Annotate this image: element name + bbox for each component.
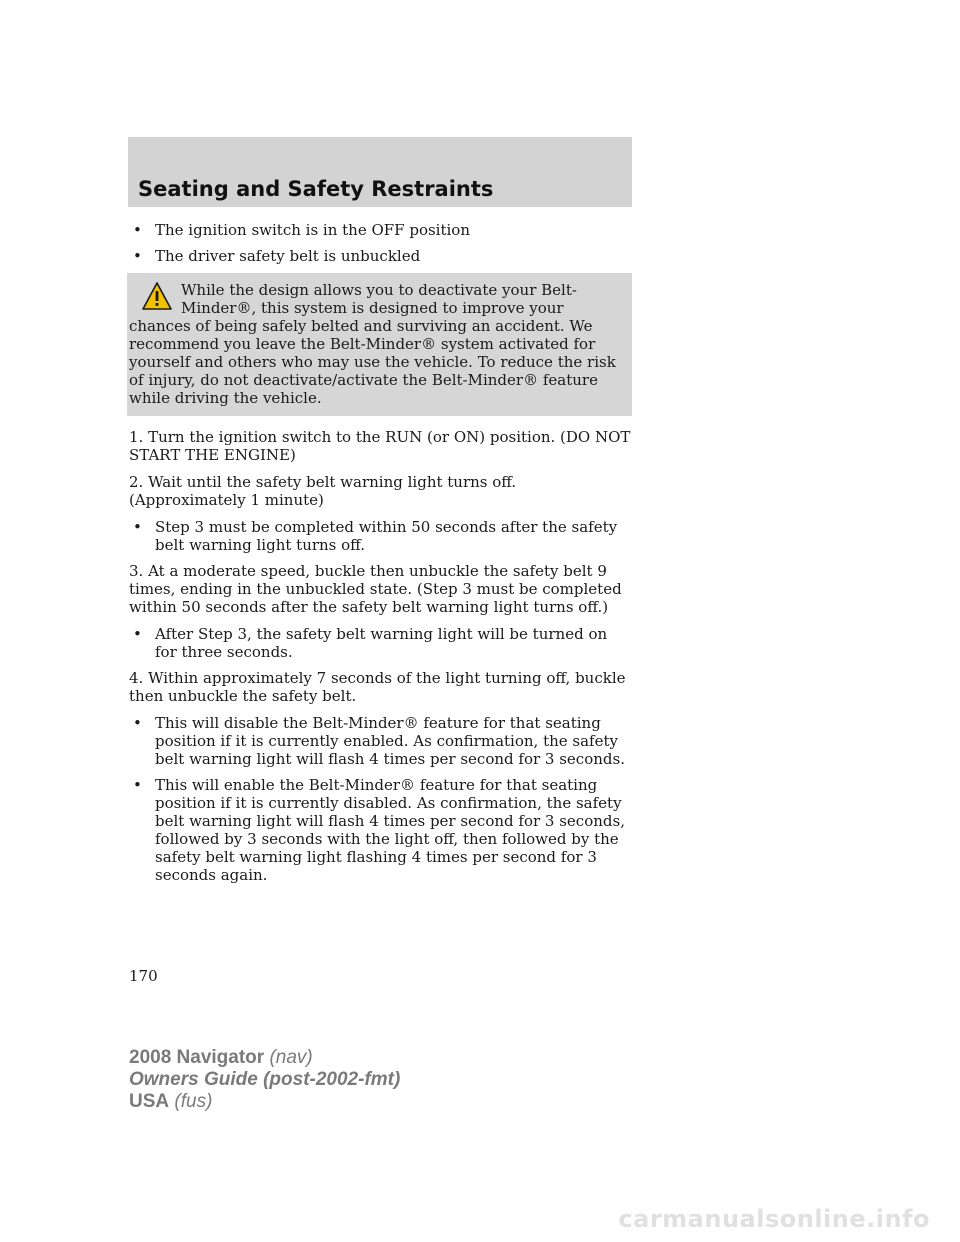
bullet-glyph: • [133, 221, 142, 239]
footer-line-3 [129, 1091, 400, 1113]
warning-box [127, 273, 632, 416]
list-item [129, 714, 632, 768]
step-1: 1. Turn the ignition switch to the RUN (or ON) position. (DO NOT START THE ENGINE) [129, 428, 631, 464]
footer-market: USA [129, 1091, 170, 1112]
bullet-glyph: • [133, 518, 142, 536]
footer-market-code: (fus) [174, 1091, 213, 1112]
bullet-text: Step 3 must be completed within 50 seconds after the safety belt warning light turns off. [155, 518, 618, 554]
footer-model: 2008 Navigator [129, 1047, 265, 1068]
page-number: 170 [129, 967, 158, 985]
list-item [129, 247, 632, 265]
bullet-glyph: • [133, 776, 142, 794]
page-content [129, 221, 632, 892]
bullet-text: This will enable the Belt-Minder® feature for that seating position if it is currently disabled. As confirmation, the safety belt warning light will flash 4 times per second for 3 seconds, followed by 3 seconds with the light off, then followed by the safety belt warning light flashing 4 times per second for 3 seconds again. [155, 776, 625, 884]
bullet-text: After Step 3, the safety belt warning light will be turned on for three seconds. [155, 625, 608, 661]
watermark: carmanualsonline.info [618, 1205, 930, 1233]
footer-model-code: (nav) [269, 1047, 313, 1068]
step-4: 4. Within approximately 7 seconds of the light turning off, buckle then unbuckle the safety belt. [129, 669, 626, 705]
footer [129, 1047, 400, 1113]
footer-line-1 [129, 1047, 400, 1069]
bullet-glyph: • [133, 247, 142, 265]
list-item [129, 518, 632, 554]
warning-text: While the design allows you to deactivate your Belt-Minder®, this system is designed to improve your chances of being safely belted and surviving an accident. We recommend you leave the Belt-Minder® system activated for yourself and others who may use the vehicle. To reduce the risk of injury, do not deactivate/activate the Belt-Minder® feature while driving the vehicle. [129, 281, 616, 407]
bullet-text: The ignition switch is in the OFF position [155, 221, 470, 239]
bullet-glyph: • [133, 625, 142, 643]
section-header [128, 137, 632, 207]
step-3: 3. At a moderate speed, buckle then unbuckle the safety belt 9 times, ending in the unbuckled state. (Step 3 must be completed within 50 seconds after the safety belt warning light turns off.) [129, 562, 622, 616]
bullet-text: This will disable the Belt-Minder® feature for that seating position if it is currently enabled. As confirmation, the safety belt warning light will flash 4 times per second for 3 seconds. [155, 714, 625, 768]
warning-triangle-icon [141, 281, 173, 311]
section-title: Seating and Safety Restraints [138, 177, 494, 201]
bullet-text: The driver safety belt is unbuckled [155, 247, 421, 265]
list-item [129, 776, 632, 884]
list-item [129, 221, 632, 239]
bullet-glyph: • [133, 714, 142, 732]
step-2: 2. Wait until the safety belt warning light turns off. (Approximately 1 minute) [129, 473, 517, 509]
footer-line-2: Owners Guide (post-2002-fmt) [129, 1069, 401, 1090]
list-item [129, 625, 632, 661]
